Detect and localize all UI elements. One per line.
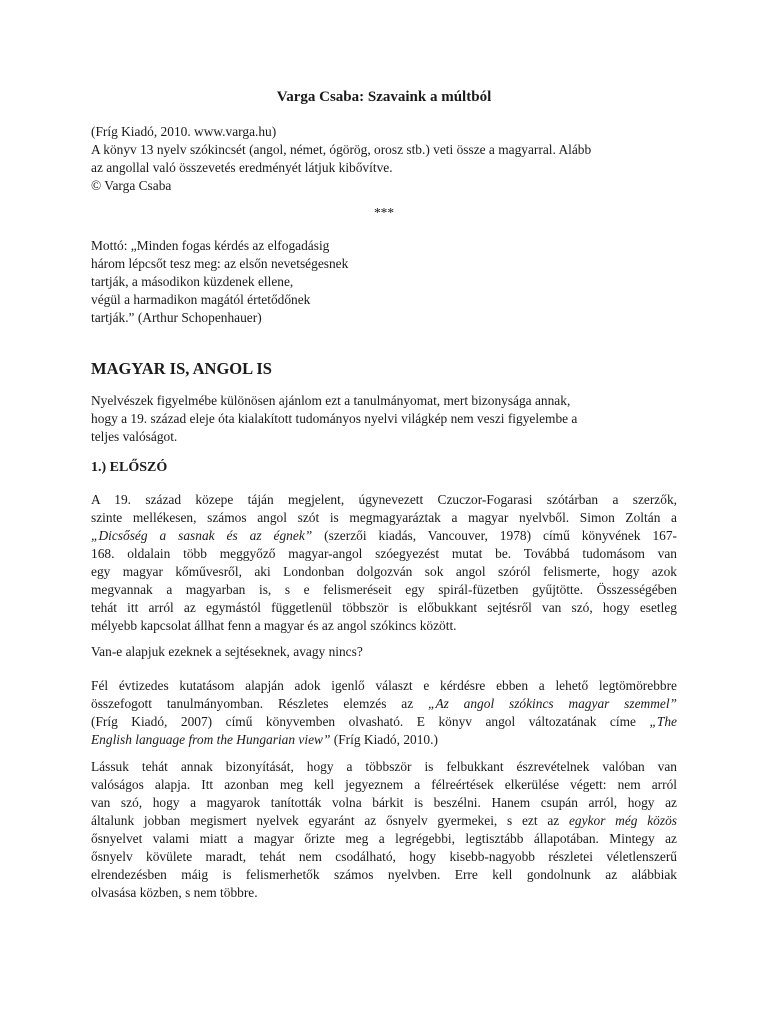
motto-line: tartják.” (Arthur Schopenhauer): [91, 310, 262, 325]
motto-line: három lépcsőt tesz meg: az elsőn nevetségesnek: [91, 256, 349, 271]
paragraph-line: tehát itt arról az egymástól függetlenül többször is előbukkant sejtésről van szó, hogy esetleg: [91, 600, 677, 615]
motto-block: [91, 237, 677, 327]
intro-line: A könyv 13 nyelv szókincsét (angol, német, ógörög, orosz stb.) veti össze a magyarral. Alább: [91, 142, 592, 157]
book-title: English language from the Hungarian view”: [91, 732, 331, 747]
paragraph-line: Fél évtizedes kutatásom alapján adok igenlő választ e kérdésre ebben a lehető legtömörebbre: [91, 678, 677, 693]
paragraph-line: van szó, hogy a magyarok tanították volna bárkit is beszélni. Hanem csupán arról, hogy az: [91, 795, 677, 810]
paragraph-line: Van-e alapjuk ezeknek a sejtéseknek, avagy nincs?: [91, 644, 363, 659]
paragraph-line: általunk jobban megismert nyelvek egyaránt az ősnyelv gyermekei, s ezt az egykor még közös: [91, 813, 677, 828]
intro-line: az angollal való összevetés eredményét látjuk kibővítve.: [91, 160, 393, 175]
section-heading: MAGYAR IS, ANGOL IS: [91, 359, 272, 378]
paragraph-line: A 19. század közepe táján megjelent, úgynevezett Czuczor-Fogarasi szótárban a szerzők,: [91, 492, 677, 507]
paragraph-line: ősnyelv kövülete maradt, tehát nem csodálható, hogy kisebb-nagyobb részletei véletlenszerű: [91, 849, 677, 864]
paragraph-line: egy magyar kőművesről, aki Londonban dolgozván sok angol szóról felismerte, hogy azok: [91, 564, 677, 579]
paragraph-line: „Dicsőség a sasnak és az égnek” (szerzői kiadás, Vancouver, 1978) című könyvének 167-: [91, 528, 677, 543]
paragraph-line: valóságos alapja. Itt azonban meg kell jegyeznem a félreértések elkerülése végett: nem arról: [91, 777, 677, 792]
publication-line: (Fríg Kiadó, 2010. www.varga.hu): [91, 124, 277, 139]
paragraph-3: [91, 677, 677, 749]
section-intro: [91, 392, 677, 446]
paragraph-2: [91, 643, 677, 661]
paragraph-line: elrendezésben máig is felismerhetők számos nyelvben. Erre kell gondolnunk az alábbiak: [91, 867, 677, 882]
emphasis: egykor még közös: [568, 813, 677, 828]
paragraph-line: Lássuk tehát annak bizonyítását, hogy a többször is felbukkant észrevételnek valóban van: [91, 759, 677, 774]
paragraph-line: mélyebb kapcsolat állhat fenn a magyar és az angol szókincs között.: [91, 618, 457, 633]
motto-line: tartják, a másodikon küzdenek ellene,: [91, 274, 294, 289]
paragraph-line: hogy a 19. század eleje óta kialakított tudományos nyelvi világkép nem veszi figyelembe a: [91, 411, 578, 426]
document-title: Varga Csaba: Szavaink a múltból: [276, 89, 492, 105]
paragraph-line: megvannak a magyarban is, s e felismeréseit egy spirál-füzetben gyűjtötte. Összességében: [91, 582, 677, 597]
paragraph-line: English language from the Hungarian view” (Fríg Kiadó, 2010.): [91, 732, 438, 747]
book-title: „Az angol szókincs magyar szemmel”: [428, 696, 677, 711]
intro-block: [91, 123, 677, 195]
paragraph-line: Nyelvészek figyelmébe különösen ajánlom ezt a tanulmányomat, mert bizonysága annak,: [91, 393, 571, 408]
separator: ***: [373, 205, 395, 220]
paragraph-line: ősnyelvet valami miatt a magyar őrizte meg a legrégebbi, legtisztább állapotában. Mintegy az: [91, 831, 677, 846]
paragraph-line: 168. oldalain több meggyőző magyar-angol szóegyezést mutat be. Továbbá tudomásom van: [91, 546, 677, 561]
paragraph-line: olvasása közben, s nem többre.: [91, 885, 258, 900]
motto-line: végül a harmadikon magától értetődőnek: [91, 292, 311, 307]
copyright-line: © Varga Csaba: [91, 178, 172, 193]
paragraph-4: [91, 758, 677, 902]
paragraph-line: összefogott tanulmányomban. Részletes elemzés az „Az angol szókincs magyar szemmel”: [91, 696, 677, 711]
motto-line: Mottó: „Minden fogas kérdés az elfogadásig: [91, 238, 330, 253]
book-title: „The: [649, 714, 677, 729]
subheading: 1.) ELŐSZÓ: [91, 460, 168, 475]
paragraph-line: szinte mellékesen, számos angol szót is megmagyaráztak a magyar nyelvből. Simon Zoltán a: [91, 510, 677, 525]
paragraph-line: (Fríg Kiadó, 2007) című könyvemben olvasható. E könyv angol változatának címe „The: [91, 714, 677, 729]
book-title: „Dicsőség a sasnak és az égnek”: [91, 528, 313, 543]
paragraph-1: [91, 491, 677, 635]
paragraph-line: teljes valóságot.: [91, 429, 178, 444]
